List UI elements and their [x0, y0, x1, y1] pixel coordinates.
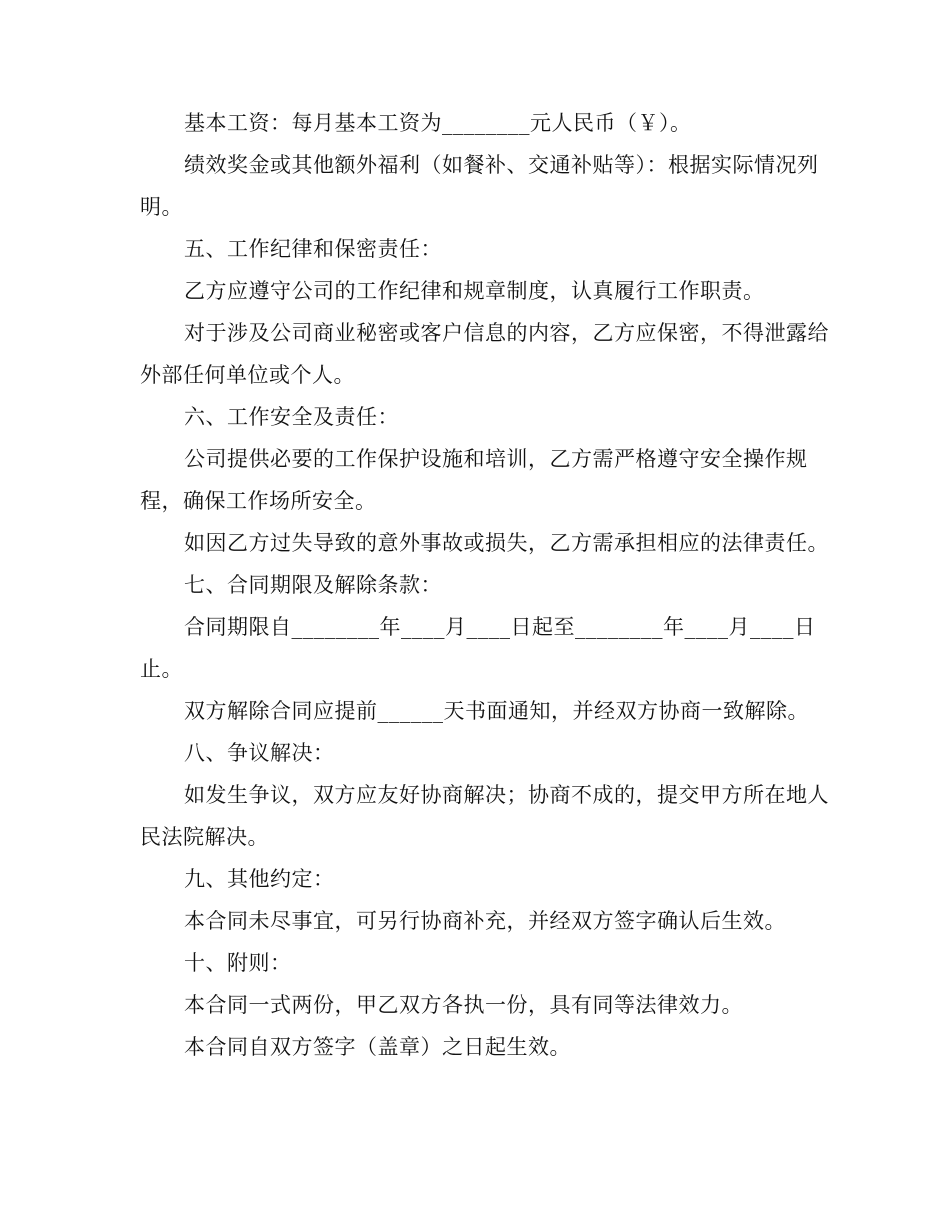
paragraph-effective: 本合同自双方签字（盖章）之日起生效。 [184, 1035, 571, 1059]
contract-text-body [140, 102, 840, 1068]
paragraph-contract-term: 合同期限自________年____月____日起至________年____月____日止。 [140, 615, 816, 681]
paragraph-dispute: 如发生争议，双方应友好协商解决；协商不成的，提交甲方所在地人民法院解决。 [140, 783, 829, 849]
paragraph-discipline: 乙方应遵守公司的工作纪律和规章制度，认真履行工作职责。 [184, 279, 765, 303]
section-heading-dispute: 八、争议解决： [184, 741, 335, 765]
section-heading-other: 九、其他约定： [184, 867, 335, 891]
paragraph-copies: 本合同一式两份，甲乙双方各执一份，具有同等法律效力。 [184, 993, 743, 1017]
paragraph-confidentiality: 对于涉及公司商业秘密或客户信息的内容，乙方应保密，不得泄露给外部任何单位或个人。 [140, 321, 829, 387]
section-heading-supplementary: 十、附则： [184, 951, 292, 975]
section-heading-contract-term: 七、合同期限及解除条款： [184, 573, 442, 597]
section-heading-work-safety: 六、工作安全及责任： [184, 405, 399, 429]
section-heading-discipline-confidentiality: 五、工作纪律和保密责任： [184, 237, 442, 261]
paragraph-liability: 如因乙方过失导致的意外事故或损失，乙方需承担相应的法律责任。 [184, 531, 829, 555]
paragraph-safety-provision: 公司提供必要的工作保护设施和培训，乙方需严格遵守安全操作规程，确保工作场所安全。 [140, 447, 808, 513]
paragraph-other-agreements: 本合同未尽事宜，可另行协商补充，并经双方签字确认后生效。 [184, 909, 786, 933]
paragraph-basic-salary: 基本工资：每月基本工资为________元人民币（￥）。 [184, 111, 692, 135]
paragraph-termination: 双方解除合同应提前______天书面通知，并经双方协商一致解除。 [184, 699, 809, 723]
paragraph-bonus-benefits: 绩效奖金或其他额外福利（如餐补、交通补贴等）：根据实际情况列明。 [140, 153, 819, 219]
